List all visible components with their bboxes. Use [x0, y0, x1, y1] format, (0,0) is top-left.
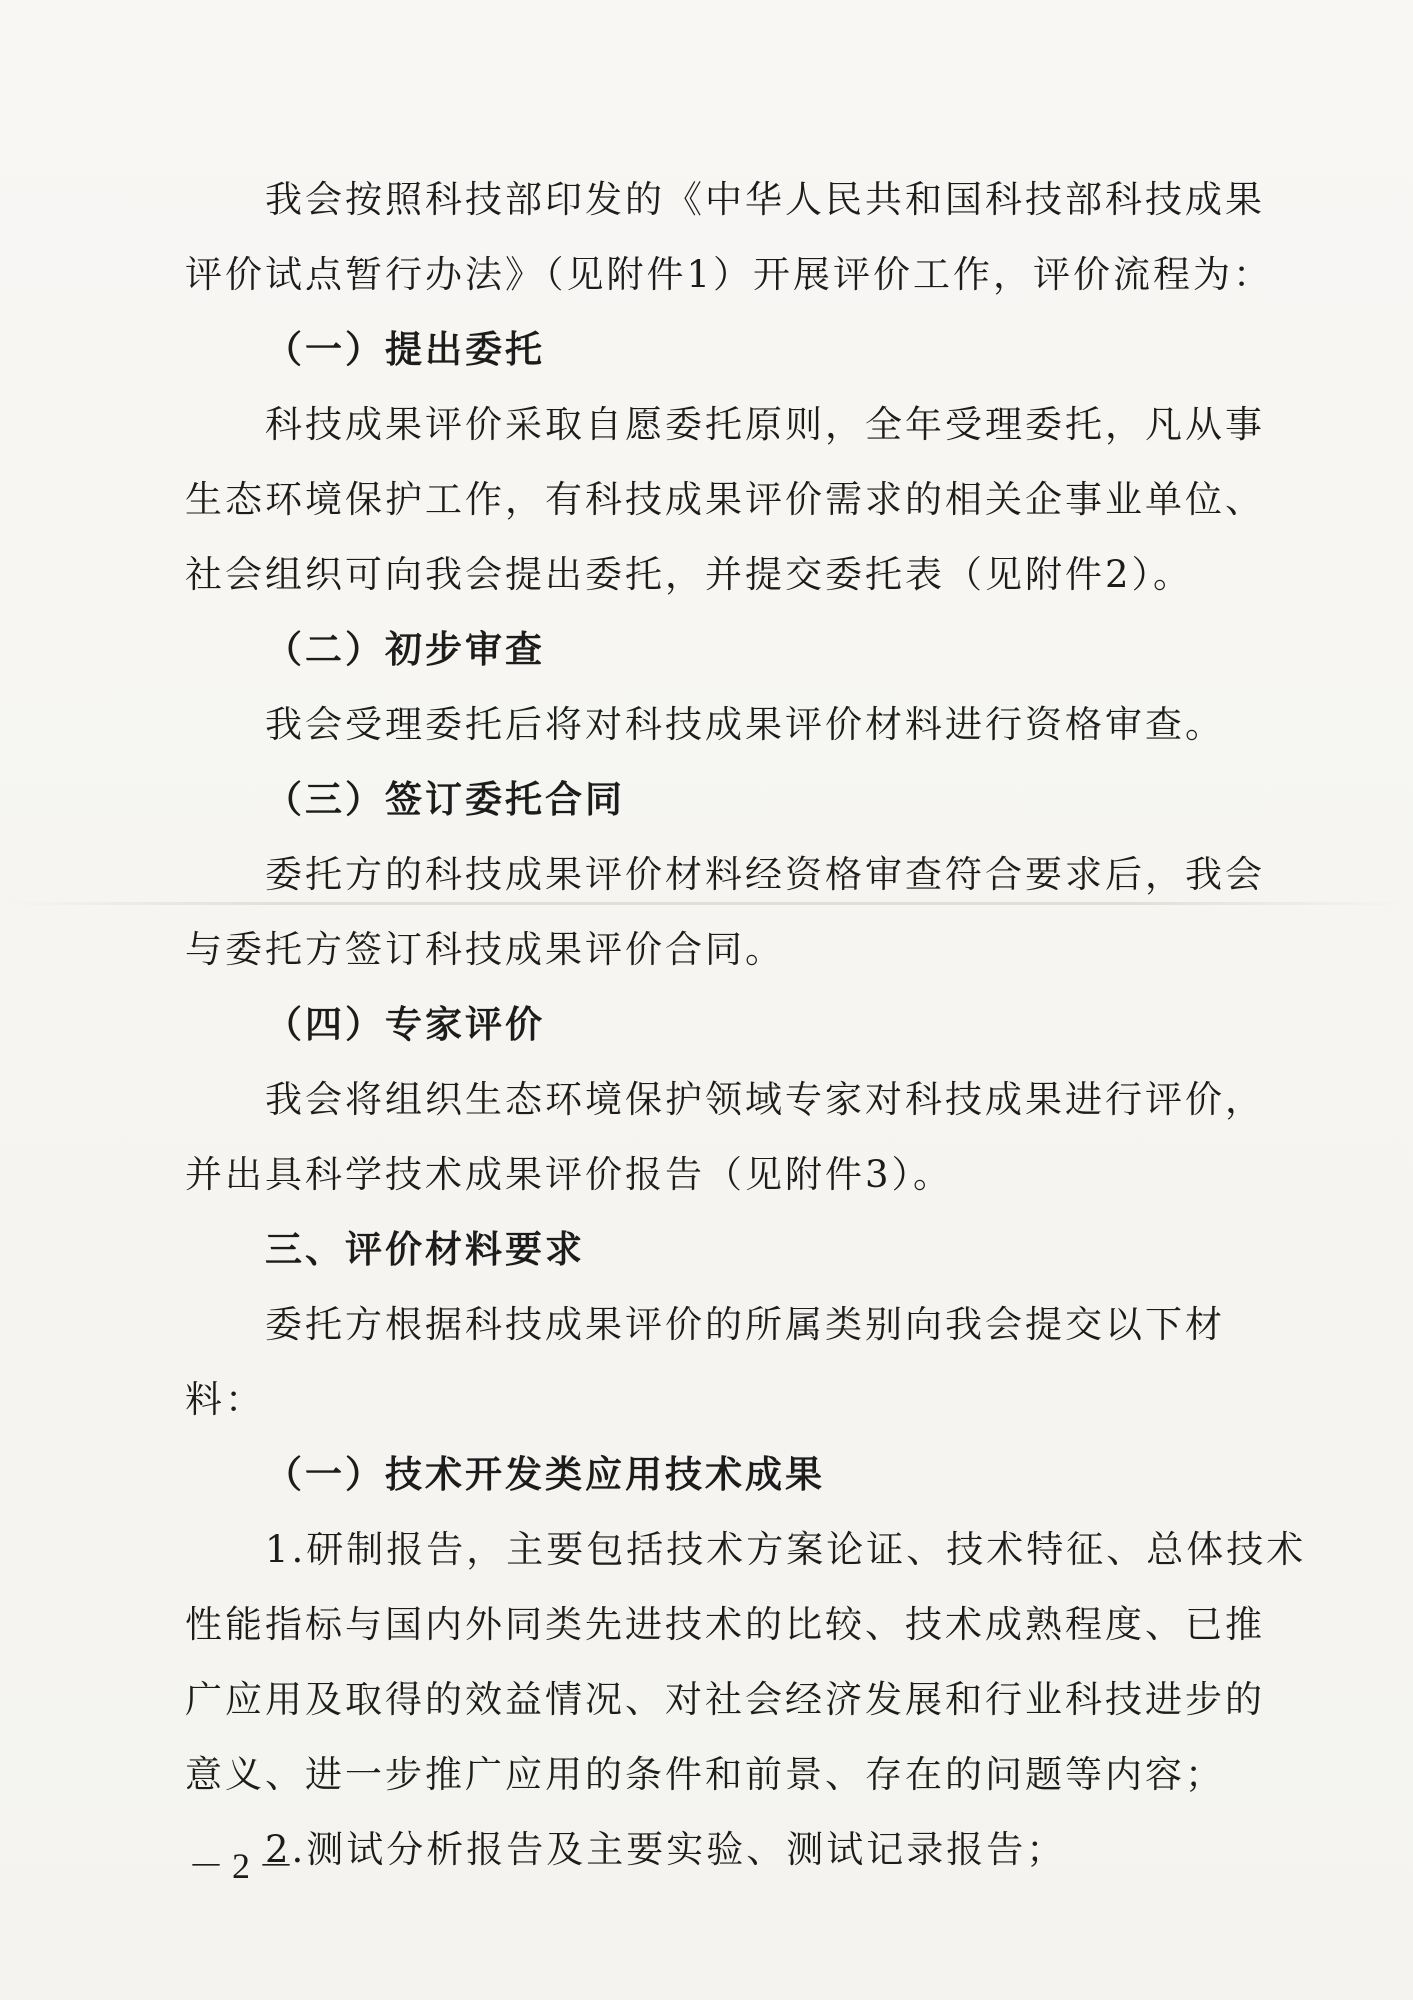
body-paragraph: 并出具科学技术成果评价报告（见附件3）。	[185, 1153, 954, 1196]
section-heading: （一）技术开发类应用技术成果	[265, 1453, 825, 1496]
section-heading: （二）初步审查	[265, 628, 545, 671]
section-heading: （三）签订委托合同	[265, 778, 625, 821]
body-paragraph: 1.研制报告，主要包括技术方案论证、技术特征、总体技术	[265, 1528, 1307, 1571]
body-paragraph: 性能指标与国内外同类先进技术的比较、技术成熟程度、已推	[185, 1603, 1265, 1646]
body-paragraph: 科技成果评价采取自愿委托原则，全年受理委托，凡从事	[265, 403, 1265, 446]
body-paragraph: 料：	[185, 1378, 265, 1421]
body-paragraph: 我会受理委托后将对科技成果评价材料进行资格审查。	[265, 703, 1225, 746]
page-number: －2－	[188, 1846, 303, 1886]
body-paragraph: 2.测试分析报告及主要实验、测试记录报告；	[265, 1828, 1067, 1871]
body-paragraph: 委托方的科技成果评价材料经资格审查符合要求后，我会	[265, 853, 1265, 896]
chapter-heading: 三、评价材料要求	[265, 1228, 585, 1271]
body-paragraph: 我会按照科技部印发的《中华人民共和国科技部科技成果	[265, 178, 1265, 221]
body-paragraph: 与委托方签订科技成果评价合同。	[185, 928, 785, 971]
body-paragraph: 意义、进一步推广应用的条件和前景、存在的问题等内容；	[185, 1753, 1225, 1796]
body-paragraph: 评价试点暂行办法》（见附件1）开展评价工作，评价流程为：	[185, 253, 1274, 296]
body-paragraph: 我会将组织生态环境保护领域专家对科技成果进行评价，	[265, 1078, 1265, 1121]
section-heading: （一）提出委托	[265, 328, 545, 371]
document-body	[185, 162, 1307, 1887]
section-heading: （四）专家评价	[265, 1003, 545, 1046]
body-paragraph: 委托方根据科技成果评价的所属类别向我会提交以下材	[265, 1303, 1225, 1346]
body-paragraph: 广应用及取得的效益情况、对社会经济发展和行业科技进步的	[185, 1678, 1265, 1721]
body-paragraph: 社会组织可向我会提出委托，并提交委托表（见附件2）。	[185, 553, 1194, 596]
body-paragraph: 生态环境保护工作，有科技成果评价需求的相关企事业单位、	[185, 478, 1265, 521]
